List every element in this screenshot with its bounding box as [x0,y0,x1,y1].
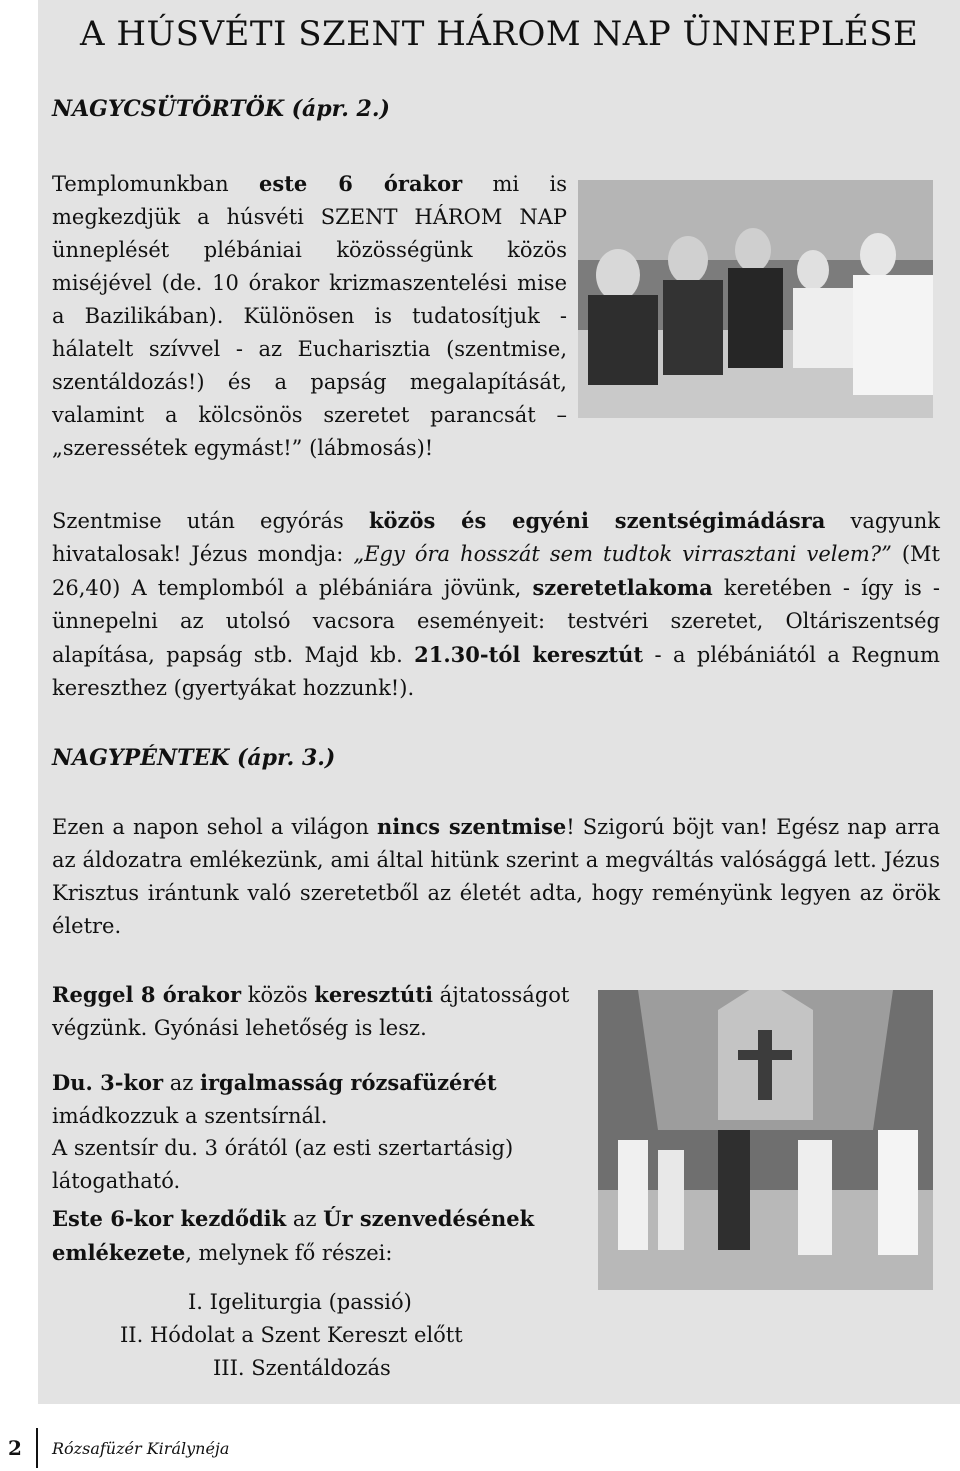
footer-divider [36,1428,38,1468]
page-title: A HÚSVÉTI SZENT HÁROM NAP ÜNNEPLÉSE [80,14,919,54]
bold-text: irgalmasság rózsafüzérét [200,1070,497,1095]
text-span: ájtatosságot végzünk. Gyónási lehetőség is lesz. [52,983,570,1040]
text-span: az [286,1207,324,1231]
foot-washing-photo [578,180,933,418]
bold-text: Reggel 8 órakor [52,982,242,1007]
thursday-heading: NAGYCSÜTÖRTÖK (ápr. 2.) [52,96,390,122]
friday-paragraph-1 [52,810,940,943]
bold-text: szeretetlakoma [532,575,713,600]
bold-text: Úr szenvedésének emlékezete [52,1206,535,1265]
bold-text: Este 6-kor kezdődik [52,1206,287,1231]
friday-paragraph-2 [52,978,587,1045]
church-liturgy-photo [598,990,933,1290]
text-span: Templomunkban [52,172,260,196]
text-span: (Mt 26,40) A templomból a plébániára jövünk, [52,542,940,600]
foot-washing-illustration [578,180,933,418]
bold-text: Du. 3-kor [52,1070,164,1095]
friday-paragraph-5 [52,1202,587,1270]
friday-paragraph-4: A szentsír du. 3 órától (az esti szertartásig) látogatható. [52,1136,514,1193]
service-part-3: III. Szentáldozás [213,1356,391,1380]
church-liturgy-illustration [598,990,933,1290]
text-span: Szentmise után egyórás [52,509,369,533]
friday-heading: NAGYPÉNTEK (ápr. 3.) [52,745,336,771]
text-span: ! Szigorú böjt van! Egész nap arra az áldozatra emlékezünk, ami által hitünk szerint a megváltás valósággá lett. Jézus Krisztus irántunk való szeretetből az életét adta, hogy reményünk legyen az örök életre. [52,815,940,938]
text-span: Ezen a napon sehol a világon [52,815,377,839]
text-span: , melynek fő részei: [185,1241,393,1265]
bold-text: este 6 órakor [259,171,463,196]
thursday-paragraph-1 [52,167,567,465]
publication-name: Rózsafüzér Királynéja [52,1439,230,1458]
service-part-1: I. Igeliturgia (passió) [188,1290,412,1314]
thursday-paragraph-2 [52,504,940,705]
text-span: vagyunk hivatalosak! Jézus mondja: [52,509,940,566]
text-span: keretében - így is - ünnepelni az utolsó vacsora eseményeit: testvéri szeretet, Oltáriszentség alapítása, papság stb. Majd kb. [52,576,941,667]
page-number: 2 [8,1436,22,1460]
bold-text: közös és egyéni szentségimádásra [368,508,826,533]
text-span: imádkozzuk a szentsírnál. [52,1104,328,1128]
service-part-2: II. Hódolat a Szent Kereszt előtt [120,1323,463,1347]
bold-text: 21.30-tól keresztút [414,642,644,667]
text-span: - a plébániától a Regnum kereszthez (gyertyákat hozzunk!). [52,643,940,700]
friday-paragraph-3 [52,1066,587,1133]
bold-text: nincs szentmise [376,814,567,839]
text-span: közös [241,983,315,1007]
text-span: mi is megkezdjük a húsvéti SZENT HÁROM NAP ünneplését plébániai közösségünk közös miséjével (de. 10 órakor krizmaszentelési mise a Bazilikában). Különösen is tudatosítjuk - hálatelt szívvel - az Eucharisztia (szentmise, szentáldozás!) és a papság megalapítását, valamint a kölcsönös szeretet parancsát – „szeressétek egymást!” (lábmosás)! [52,172,567,460]
bold-text: keresztúti [314,982,433,1007]
italic-quote: „Egy óra hosszát sem tudtok virrasztani velem?” [353,542,892,566]
text-span: az [163,1071,200,1095]
